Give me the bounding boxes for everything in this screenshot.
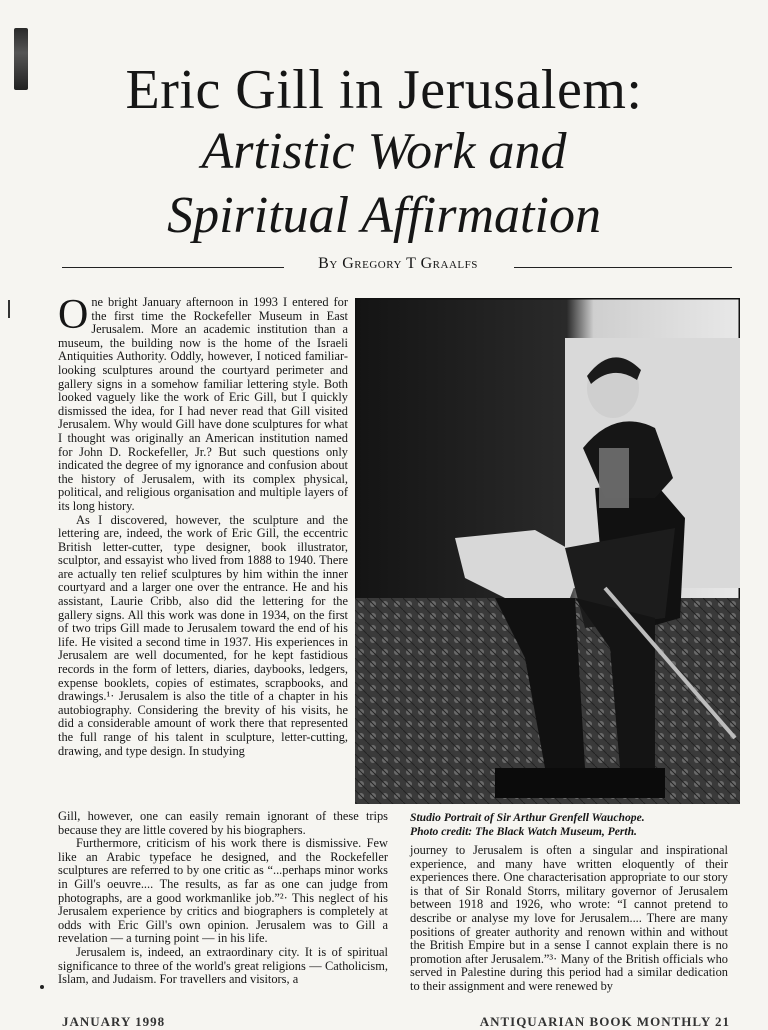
byline-rule-left	[62, 267, 284, 268]
article-subtitle-line-2: Spiritual Affirmation	[167, 187, 601, 244]
paragraph-2: As I discovered, however, the sculpture and the lettering are, indeed, the work of Eric Gill, the eccentric British letter-cutter, type designer, book illustrator, sculptor, and essayist who lived from 1888 to 1940. There are actually ten relief sculptures by him within the inner courtyard and a larger one over the entrance. He and his assistant, Laurie Cribb, also did the lettering for the gallery signs. All this work was done in 1934, on the first of two trips Gill made to Jerusalem toward the end of his life. He visited a second time in 1937. His experiences in Jerusalem are well documented, for he kept fastidious records in the form of letters, diaries, daybooks, ledgers, expense booklets, copies of estimates, scrapbooks, and drawings.¹· Jerusalem is also the title of a chapter in his autobiography. Considering the brevity of his visits, he did a considerable amount of work there that represented the full range of his talent in sculpture, letter-cutting, drawing, and type design. In studying	[58, 512, 348, 758]
scan-margin-tick	[8, 300, 10, 318]
paragraph-4: Jerusalem is, indeed, an extraordinary city. It is of spiritual significance to three of the world's great religions — Catholicism, Islam, and Judaism. For travellers and visitors, a	[58, 944, 388, 987]
caption-credit: Photo credit: The Black Watch Museum, Perth.	[410, 824, 637, 838]
article-subtitle-line-1: Artistic Work and	[201, 123, 567, 180]
paragraph-right: journey to Jerusalem is often a singular and inspirational experience, and many have written eloquently of their experiences there. One characterisation appropriate to our story is that of Sir Ronald Storrs, military governor of Jerusalem between 1918 and 1926, who wrote: “I cannot pretend to describe or analyse my love for Jerusalem.... There are many positions of greater authority and renown within and without the British Empire but in a sense I cannot explain there is no promotion after Jerusalem.”³· Many of the British officials who served in Palestine during this period had a similar dedication to their assignment and were renewed by	[410, 843, 728, 993]
photo-caption	[410, 811, 730, 838]
article-column-right	[410, 844, 728, 994]
article-column-bottom-left	[58, 810, 388, 987]
footer-page-number: ANTIQUARIAN BOOK MONTHLY 21	[479, 1014, 730, 1029]
byline: By Gregory T Graalfs	[318, 255, 478, 272]
paragraph-2-continued: Gill, however, one can easily remain ignorant of these trips because they are little covered by his biographers.	[58, 809, 388, 837]
footer-date: JANUARY 1998	[62, 1014, 166, 1029]
article-column-left	[58, 292, 348, 758]
scan-dot	[40, 985, 44, 989]
article-title: Eric Gill in Jerusalem:	[125, 59, 643, 121]
paragraph-1: One bright January afternoon in 1993 I entered for the first time the Rockefeller Museum in East Jerusalem. More an academic institution than a museum, the building now is the home of the Israeli Antiquities Authority. Oddly, however, I noticed familiar-looking sculptures around the courtyard perimeter and gallery signs in a somehow familiar lettering style. Both looked vaguely like the work of Eric Gill, but I quickly dismissed the idea, for I had never read that Gill visited Jerusalem. Why would Gill have done sculptures for what I thought was originally an American institution named for John D. Rockefeller, Jr.? But such questions only indicated the degree of my ignorance and confusion about the history of Jerusalem, with its complex physical, political, and religious organisation and multiple layers of its long history.	[58, 292, 348, 513]
portrait-photo	[355, 298, 740, 804]
paragraph-3: Furthermore, criticism of his work there is dismissive. Few like an Arabic typeface he designed, and the Rockefeller sculptures are referred to by one critic as “...perhaps minor works in Gill's oeuvre.... The results, as far as one can judge from photographs, are a good workmanlike job.”²· This neglect of his Jerusalem experience by critics and biographers is completely at odds with Eric Gill's own opinion. Jerusalem was to Gill a revelation — a turning point — in his life.	[58, 836, 388, 946]
drop-cap: O	[58, 292, 89, 338]
caption-title: Studio Portrait of Sir Arthur Grenfell Wauchope.	[410, 811, 645, 824]
byline-rule-right	[514, 267, 732, 268]
